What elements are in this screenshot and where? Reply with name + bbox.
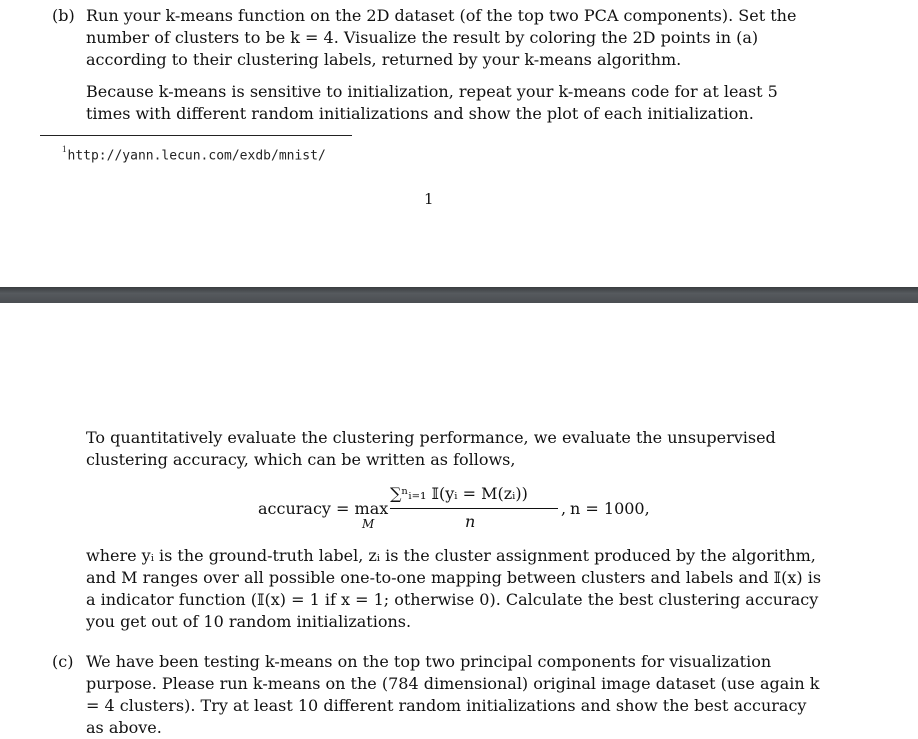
footnote-url[interactable]: http://yann.lecun.com/exdb/mnist/	[67, 148, 326, 164]
item-b-text-2: Because k-means is sensitive to initialization, repeat your k-means code for at least 5 times with different random initializations and show the plot of each initialization.	[86, 82, 778, 123]
item-c-text: We have been testing k-means on the top two principal components for visualization purpose. Please run k-means on the (784 dimensional) original image dataset (use again k = 4 clusters). Try at least 10 different random initializations and show the best accuracy as above.	[86, 652, 820, 737]
footnote	[62, 142, 326, 165]
formula-subscript: M	[362, 517, 375, 531]
formula-comma: ,	[561, 499, 567, 518]
item-b-label: (b)	[52, 6, 75, 25]
page-number: 1	[424, 190, 434, 208]
formula-denominator: n	[465, 512, 476, 531]
intro-paragraph: To quantitatively evaluate the clustering performance, we evaluate the unsupervised clustering accuracy, which can be written as follows,	[86, 428, 776, 469]
item-b-text: Run your k-means function on the 2D dataset (of the top two PCA components). Set the number of clusters to be k = 4. Visualize the result by coloring the 2D points in (a) according to their clustering labels, returned by your k-means algorithm.	[86, 6, 797, 69]
fraction-bar	[390, 508, 558, 509]
formula-lhs: accuracy = max	[258, 499, 389, 518]
accuracy-formula	[258, 484, 678, 534]
footnote-rule	[40, 135, 352, 136]
explanation-paragraph: where yᵢ is the ground-truth label, zᵢ is the cluster assignment produced by the algorithm, and M ranges over all possible one-to-one mapping between clusters and labels and 𝕀(x) is a indicator function (𝕀(x) = 1 if x = 1; otherwise 0). Calculate the best clustering accuracy you get out of 10 random initializations.	[86, 546, 822, 631]
page-separator	[0, 287, 918, 303]
footnote-marker: 1	[62, 144, 67, 154]
formula-numerator: ∑ⁿᵢ₌₁ 𝕀(yᵢ = M(zᵢ))	[390, 484, 528, 503]
formula-n-value: n = 1000,	[570, 499, 650, 518]
item-c-label: (c)	[52, 652, 74, 671]
